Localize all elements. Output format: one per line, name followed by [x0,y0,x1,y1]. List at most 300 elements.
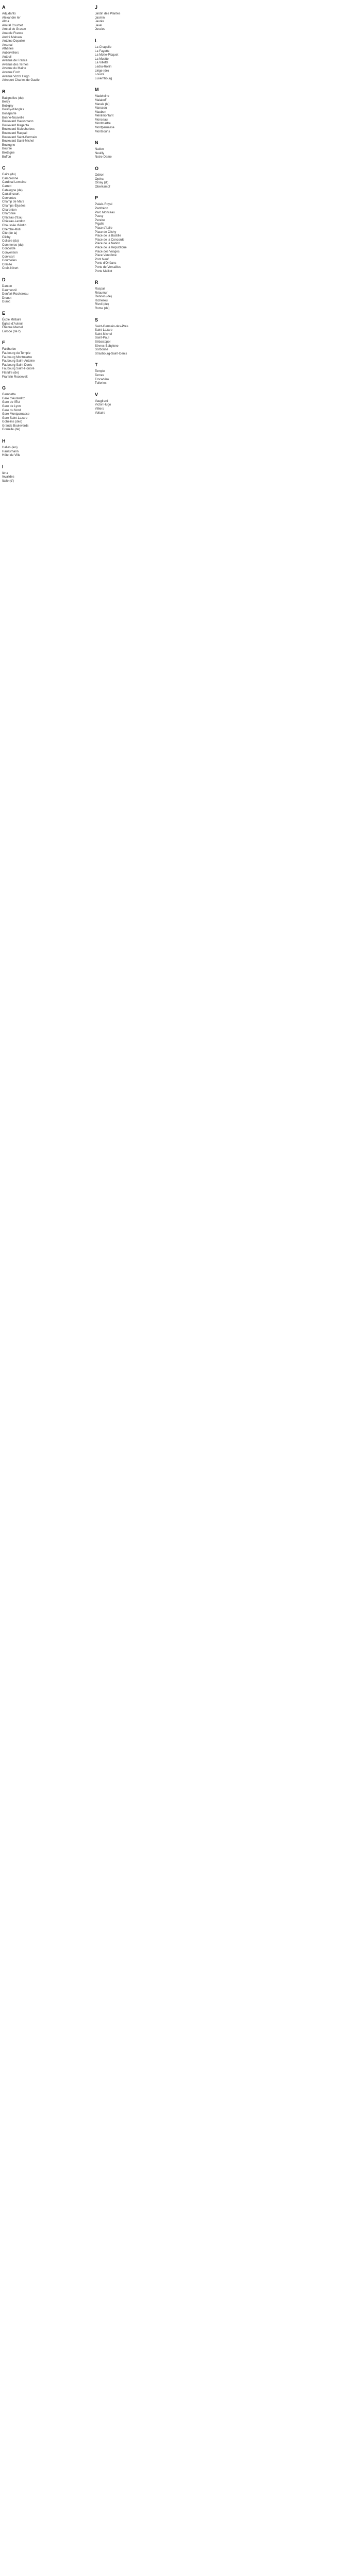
list-item [2,193,79,197]
list-item [95,303,172,307]
entry-link[interactable]: Antoine Depolier [2,40,25,43]
list-item [2,47,79,52]
entry-link[interactable]: Faubourg du Temple [2,351,30,355]
entry-link[interactable]: Château d'Eau [2,216,23,219]
entry-link[interactable]: Cervantes [2,196,16,200]
list-item [95,126,172,130]
index-section [95,362,172,385]
index-section [2,385,79,432]
entry-link[interactable]: Boulogne [2,143,15,147]
entry-list [2,393,79,432]
list-item [2,348,79,352]
entry-link[interactable]: Bretagne [2,151,15,155]
entry-link[interactable]: Saint-Germain-des-Prés [95,325,128,328]
entry-link[interactable]: Athénée [2,47,14,51]
entry-link[interactable]: Rome (de) [95,307,110,311]
list-item [95,107,172,111]
list-item [95,152,172,156]
entry-link[interactable]: Bercy [2,100,10,104]
entry-link[interactable]: Place Vendôme [95,254,117,258]
entry-link[interactable]: Rivoli (de) [95,303,109,307]
list-item [2,147,79,151]
entry-link[interactable]: Denfert-Rochereau [2,293,29,296]
list-item [95,223,172,227]
list-item [95,227,172,231]
entry-link[interactable]: Louvre [95,73,105,77]
entry-link[interactable]: Boulevard Haussmann [2,120,34,124]
entry-link[interactable]: Ledru-Rollin [95,65,112,69]
list-item [2,259,79,263]
list-item [2,446,79,450]
index-section [95,317,172,357]
entry-link[interactable]: Notre-Dame [95,156,112,159]
list-item [2,285,79,289]
index-section [2,340,79,379]
entry-link[interactable]: Montparnasse [95,126,115,130]
entry-link[interactable]: Flandre (de) [2,371,19,375]
entry-link[interactable]: Opéra [95,177,104,181]
list-item [2,97,79,101]
entry-link[interactable]: Pereire [95,218,105,222]
list-item [95,329,172,333]
list-item [2,67,79,71]
entry-list [95,148,172,160]
section-letter-heading: N [95,140,98,146]
list-item [95,12,172,16]
list-item [95,54,172,58]
entry-link[interactable]: Courcelles [2,259,17,263]
entry-link[interactable]: Amiral de Grasse [2,28,26,31]
entry-list [2,472,79,484]
list-item [95,24,172,28]
entry-link[interactable]: Oberkampf [95,185,110,189]
entry-link[interactable]: Champs-Élysées [2,204,26,208]
entry-link[interactable]: Invalides [2,476,14,479]
list-item [95,412,172,416]
list-item [2,454,79,458]
list-item [95,156,172,160]
index-section [95,140,172,160]
entry-link[interactable]: Amiral Courbet [2,24,23,27]
entry-link[interactable]: Catalogne (de) [2,189,23,192]
list-item [2,128,79,132]
list-item [2,371,79,376]
list-item [2,185,79,189]
entry-link[interactable]: Parc Monceau [95,211,115,214]
entry-link[interactable]: Liège (de) [95,69,109,73]
entry-link[interactable]: Halles (les) [2,446,18,450]
entry-link[interactable]: Jardin des Plantes [95,12,121,15]
entry-link[interactable]: Place de la République [95,246,127,249]
list-item [2,376,79,380]
list-item [2,263,79,267]
entry-link[interactable]: Anatole France [2,31,23,35]
list-item [2,52,79,56]
list-item [95,266,172,270]
section-letter-heading: M [95,87,99,93]
entry-link[interactable]: Corvisart [2,255,15,259]
entry-link[interactable]: Haussmann [2,450,19,453]
list-item [2,12,79,16]
entry-link[interactable]: Marceau [95,107,107,110]
entry-link[interactable]: Duroc [2,300,11,304]
section-letter-heading: V [95,392,98,397]
entry-link[interactable]: Madeleine [95,95,109,98]
entry-link[interactable]: Gare d'Austerlitz [2,397,25,400]
list-item [2,197,79,201]
entry-link[interactable]: Porte Maillot [95,269,112,273]
entry-link[interactable]: Avenue du Maine [2,67,26,71]
entry-link[interactable]: Pont Neuf [95,258,109,261]
entry-link[interactable]: Maubert [95,110,107,114]
entry-link[interactable]: Avenue des Ternes [2,63,29,66]
entry-link[interactable]: Avenue Victor Hugo [2,75,30,78]
entry-link[interactable]: Champ de Mars [2,200,24,204]
section-letter-heading: O [95,166,99,172]
entry-link[interactable]: Ternes [95,374,105,377]
section-letter-heading: J [95,5,98,10]
list-item [2,393,79,397]
list-item [2,360,79,364]
entry-link[interactable]: Batignolles (du) [2,96,24,100]
entry-link[interactable]: Alexandre Ier [2,16,21,20]
entry-link[interactable]: Cité (de la) [2,232,18,235]
entry-link[interactable]: Grands Boulevards [2,424,29,428]
entry-link[interactable]: Gambetta [2,393,16,397]
list-item [2,24,79,28]
list-item [2,450,79,454]
entry-link[interactable]: Villiers [95,407,104,411]
entry-link[interactable]: Iéna [2,471,8,475]
index-section [2,438,79,458]
entry-link[interactable]: Pigalle [95,223,105,226]
entry-link[interactable]: Charenton [2,208,17,212]
entry-link[interactable]: Aubervilliers [2,51,19,55]
list-item [95,211,172,215]
section-letter-heading: A [2,5,6,10]
section-letter-heading: I [2,464,4,469]
entry-link[interactable]: Boulevard Saint-Michel [2,140,34,143]
entry-link[interactable]: Gare Montparnasse [2,413,30,416]
entry-link[interactable]: Place d'Italie [95,226,112,230]
entry-link[interactable]: Jasmin [95,16,105,20]
entry-link[interactable]: Tuileries [95,382,107,385]
entry-link[interactable]: Gare de l'Est [2,401,20,404]
entry-link[interactable]: Avenue Foch [2,71,21,74]
list-item [2,181,79,185]
entry-link[interactable]: Strasbourg-Saint-Denis [95,352,127,355]
entry-link[interactable]: Bourse [2,147,12,151]
entry-link[interactable]: Carnot [2,184,12,188]
entry-link[interactable]: Adjudants [2,12,16,15]
entry-link[interactable]: Église d'Auteuil [2,322,23,326]
entry-link[interactable]: Commerce (du) [2,243,24,247]
entry-link[interactable]: Sébastopol [95,341,111,344]
entry-link[interactable]: Boissy-d'Anglas [2,108,24,112]
entry-list [95,203,172,274]
entry-link[interactable]: Orsay (d') [95,181,109,185]
section-letter-heading: T [95,362,98,368]
entry-link[interactable]: Raspail [95,287,106,291]
entry-link[interactable]: Faubourg Saint-Denis [2,363,32,367]
section-letter-heading: G [2,385,6,391]
entry-link[interactable]: Croix-Nivert [2,267,19,270]
list-item [95,333,172,337]
entry-link[interactable]: Montmartre [95,122,111,126]
section-letter-heading: S [95,317,98,323]
entry-link[interactable]: Aéroport Charles de Gaulle [2,79,40,82]
list-item [2,232,79,236]
list-item [95,307,172,311]
entry-link[interactable]: Cherche-Midi [2,228,21,231]
entry-link[interactable]: Cardinal Lemoine [2,181,27,184]
entry-link[interactable]: Daumesnil [2,289,17,292]
list-item [2,251,79,256]
list-item [95,185,172,190]
section-letter-heading: F [2,340,5,346]
list-item [95,242,172,246]
entry-link[interactable]: La Chapelle [95,45,112,49]
list-item [2,132,79,136]
list-item [95,99,172,103]
list-item [95,46,172,50]
entry-link[interactable]: Faubourg Saint-Antoine [2,360,35,363]
entry-link[interactable]: Étienne Marcel [2,326,23,330]
entry-link[interactable]: Temple [95,370,105,374]
entry-link[interactable]: Faidherbe [2,348,16,351]
list-item [95,122,172,126]
list-item [2,100,79,105]
entry-link[interactable]: Place de Clichy [95,230,117,234]
entry-link[interactable]: Palais-Royal [95,203,112,207]
entry-list [2,97,79,160]
list-item [2,480,79,484]
list-item [2,293,79,297]
entry-link[interactable]: La Motte-Picquet [95,54,119,57]
entry-link[interactable]: Convention [2,251,18,255]
entry-link[interactable]: Hôtel de Ville [2,454,21,457]
list-item [95,299,172,303]
list-item [95,215,172,219]
entry-link[interactable]: Ménilmontant [95,114,114,118]
list-item [2,71,79,75]
entry-link[interactable]: Place de la Concorde [95,238,125,242]
list-item [95,73,172,77]
list-item [2,356,79,360]
list-item [95,374,172,378]
index-section [2,277,79,304]
entry-link[interactable]: Grenelle (de) [2,428,21,432]
entry-link[interactable]: Gare de Lyon [2,404,21,408]
entry-link[interactable]: La Muette [95,57,109,61]
entry-link[interactable]: Monceau [95,118,108,122]
entry-link[interactable]: Cambronne [2,177,19,180]
list-item [95,231,172,235]
list-item [2,173,79,177]
entry-link[interactable]: Panthéon [95,207,108,210]
list-item [95,203,172,207]
entry-link[interactable]: Crimée [2,263,12,266]
entry-link[interactable]: Nation [95,148,104,151]
list-item [95,262,172,266]
entry-link[interactable]: Colisée (du) [2,240,19,243]
list-item [2,300,79,304]
list-item [95,61,172,65]
list-item [2,420,79,425]
entry-link[interactable]: Clichy [2,235,11,239]
entry-link[interactable]: Jaurès [95,20,105,24]
entry-link[interactable]: Passy [95,215,104,218]
list-item [2,409,79,413]
entry-link[interactable]: Victor Hugo [95,403,111,407]
entry-link[interactable]: Boulevard Magenta [2,124,29,127]
entry-link[interactable]: Faubourg Montmartre [2,355,32,359]
list-item [95,28,172,32]
list-item [95,207,172,211]
entry-link[interactable]: Neuilly [95,151,105,155]
entry-link[interactable]: Sèvres-Babylone [95,344,119,348]
entry-link[interactable]: Saint-Michel [95,332,112,336]
entry-link[interactable]: Caulaincourt [2,193,20,196]
entry-list [95,400,172,415]
entry-list [95,287,172,311]
list-item [95,65,172,70]
entry-link[interactable]: Auteuil [2,55,12,59]
entry-link[interactable]: Saint-Paul [95,336,109,340]
entry-link[interactable]: Faubourg Saint-Honoré [2,367,35,371]
entry-link[interactable]: Réaumur [95,291,108,295]
entry-link[interactable]: Alma [2,20,9,24]
list-item [2,16,79,24]
entry-link[interactable]: Bonne-Nouvelle [2,116,24,120]
entry-link[interactable]: Trocadéro [95,378,109,381]
entry-link[interactable]: Porte d'Orléans [95,262,117,265]
entry-link[interactable]: Buffon [2,155,11,159]
list-item [95,114,172,118]
entry-link[interactable]: Franklin Roosevelt [2,375,28,379]
entry-link[interactable]: Charonne [2,212,16,216]
entry-link[interactable]: Saint-Lazare [95,329,113,332]
entry-link[interactable]: Boulevard Malesherbes [2,128,35,131]
entry-link[interactable]: École Militaire [2,318,22,321]
list-item [2,28,79,32]
entry-list [2,348,79,379]
entry-link[interactable]: La Villette [95,61,109,65]
index-section [95,38,172,81]
entry-link[interactable]: Place de la Nation [95,242,120,246]
entry-link[interactable]: Europe (de l') [2,330,21,333]
section-letter-heading: E [2,311,6,316]
entry-link[interactable]: Montsouris [95,130,110,133]
list-item [2,267,79,271]
entry-link[interactable]: Drouot [2,296,12,300]
list-item [95,246,172,250]
list-item [95,352,172,357]
entry-link[interactable]: Gare du Nord [2,409,21,412]
list-item [95,77,172,81]
list-item [2,140,79,144]
list-item [95,103,172,107]
list-item [95,370,172,374]
list-item [2,330,79,334]
entry-link[interactable]: Avenue de France [2,59,27,63]
entry-list [95,95,172,134]
entry-link[interactable]: La Fayette [95,49,110,53]
list-item [2,472,79,476]
entry-link[interactable]: Voltaire [95,411,106,415]
entry-link[interactable]: Marais (le) [95,103,110,106]
entry-link[interactable]: Odéon [95,174,105,177]
list-item [95,408,172,412]
list-item [95,50,172,54]
list-item [2,189,79,193]
entry-link[interactable]: Bonaparte [2,112,16,116]
entry-link[interactable]: Italie (d') [2,480,14,483]
entry-link[interactable]: Sorbonne [95,348,109,352]
entry-list [2,446,79,458]
entry-link[interactable]: Caire (du) [2,173,16,177]
list-item [2,177,79,181]
entry-link[interactable]: André Malraux [2,36,23,39]
list-item [2,136,79,140]
list-item [2,156,79,160]
entry-link[interactable]: Place des Vosges [95,250,120,253]
list-item [2,228,79,232]
list-item [2,352,79,356]
entry-link[interactable]: Château-Landon [2,220,25,224]
entry-link[interactable]: Boulevard Raspail [2,132,27,135]
list-item [2,40,79,44]
list-item [2,247,79,251]
entry-link[interactable]: Malakoff [95,98,107,102]
entry-link[interactable]: Gare Saint-Lazare [2,416,28,420]
entry-link[interactable]: Richelieu [95,299,108,302]
list-item [95,270,172,274]
list-item [2,112,79,116]
entry-link[interactable]: Danton [2,285,12,289]
entry-link[interactable]: Boulevard Saint-Germain [2,135,37,139]
entry-link[interactable]: Luxembourg [95,77,112,80]
index-section [95,87,172,134]
entry-link[interactable]: Arsenal [2,43,13,47]
entry-link[interactable]: Concorde [2,247,16,251]
list-item [2,428,79,432]
entry-link[interactable]: Porte de Versailles [95,265,121,269]
entry-link[interactable]: Bobigny [2,104,13,108]
list-item [95,174,172,178]
list-item [95,382,172,386]
list-item [95,95,172,99]
entry-list [2,285,79,304]
list-item [95,341,172,345]
list-item [95,403,172,408]
entry-link[interactable]: Gobelins (des) [2,420,23,424]
section-letter-heading: H [2,438,6,444]
entry-link[interactable]: Chaussée d'Antin [2,224,26,227]
index-section [95,279,172,311]
entry-list [95,174,172,189]
entry-link[interactable]: Rennes (de) [95,295,112,299]
entry-link[interactable]: Javel [95,24,103,27]
entry-link[interactable]: Vaugirard [95,399,108,403]
entry-link[interactable]: Jussieu [95,28,106,31]
index-section [2,165,79,271]
list-item [95,348,172,352]
index-section [95,4,172,32]
list-item [2,367,79,371]
entry-link[interactable]: Place de la Bastille [95,234,121,238]
section-letter-heading: R [95,280,98,285]
